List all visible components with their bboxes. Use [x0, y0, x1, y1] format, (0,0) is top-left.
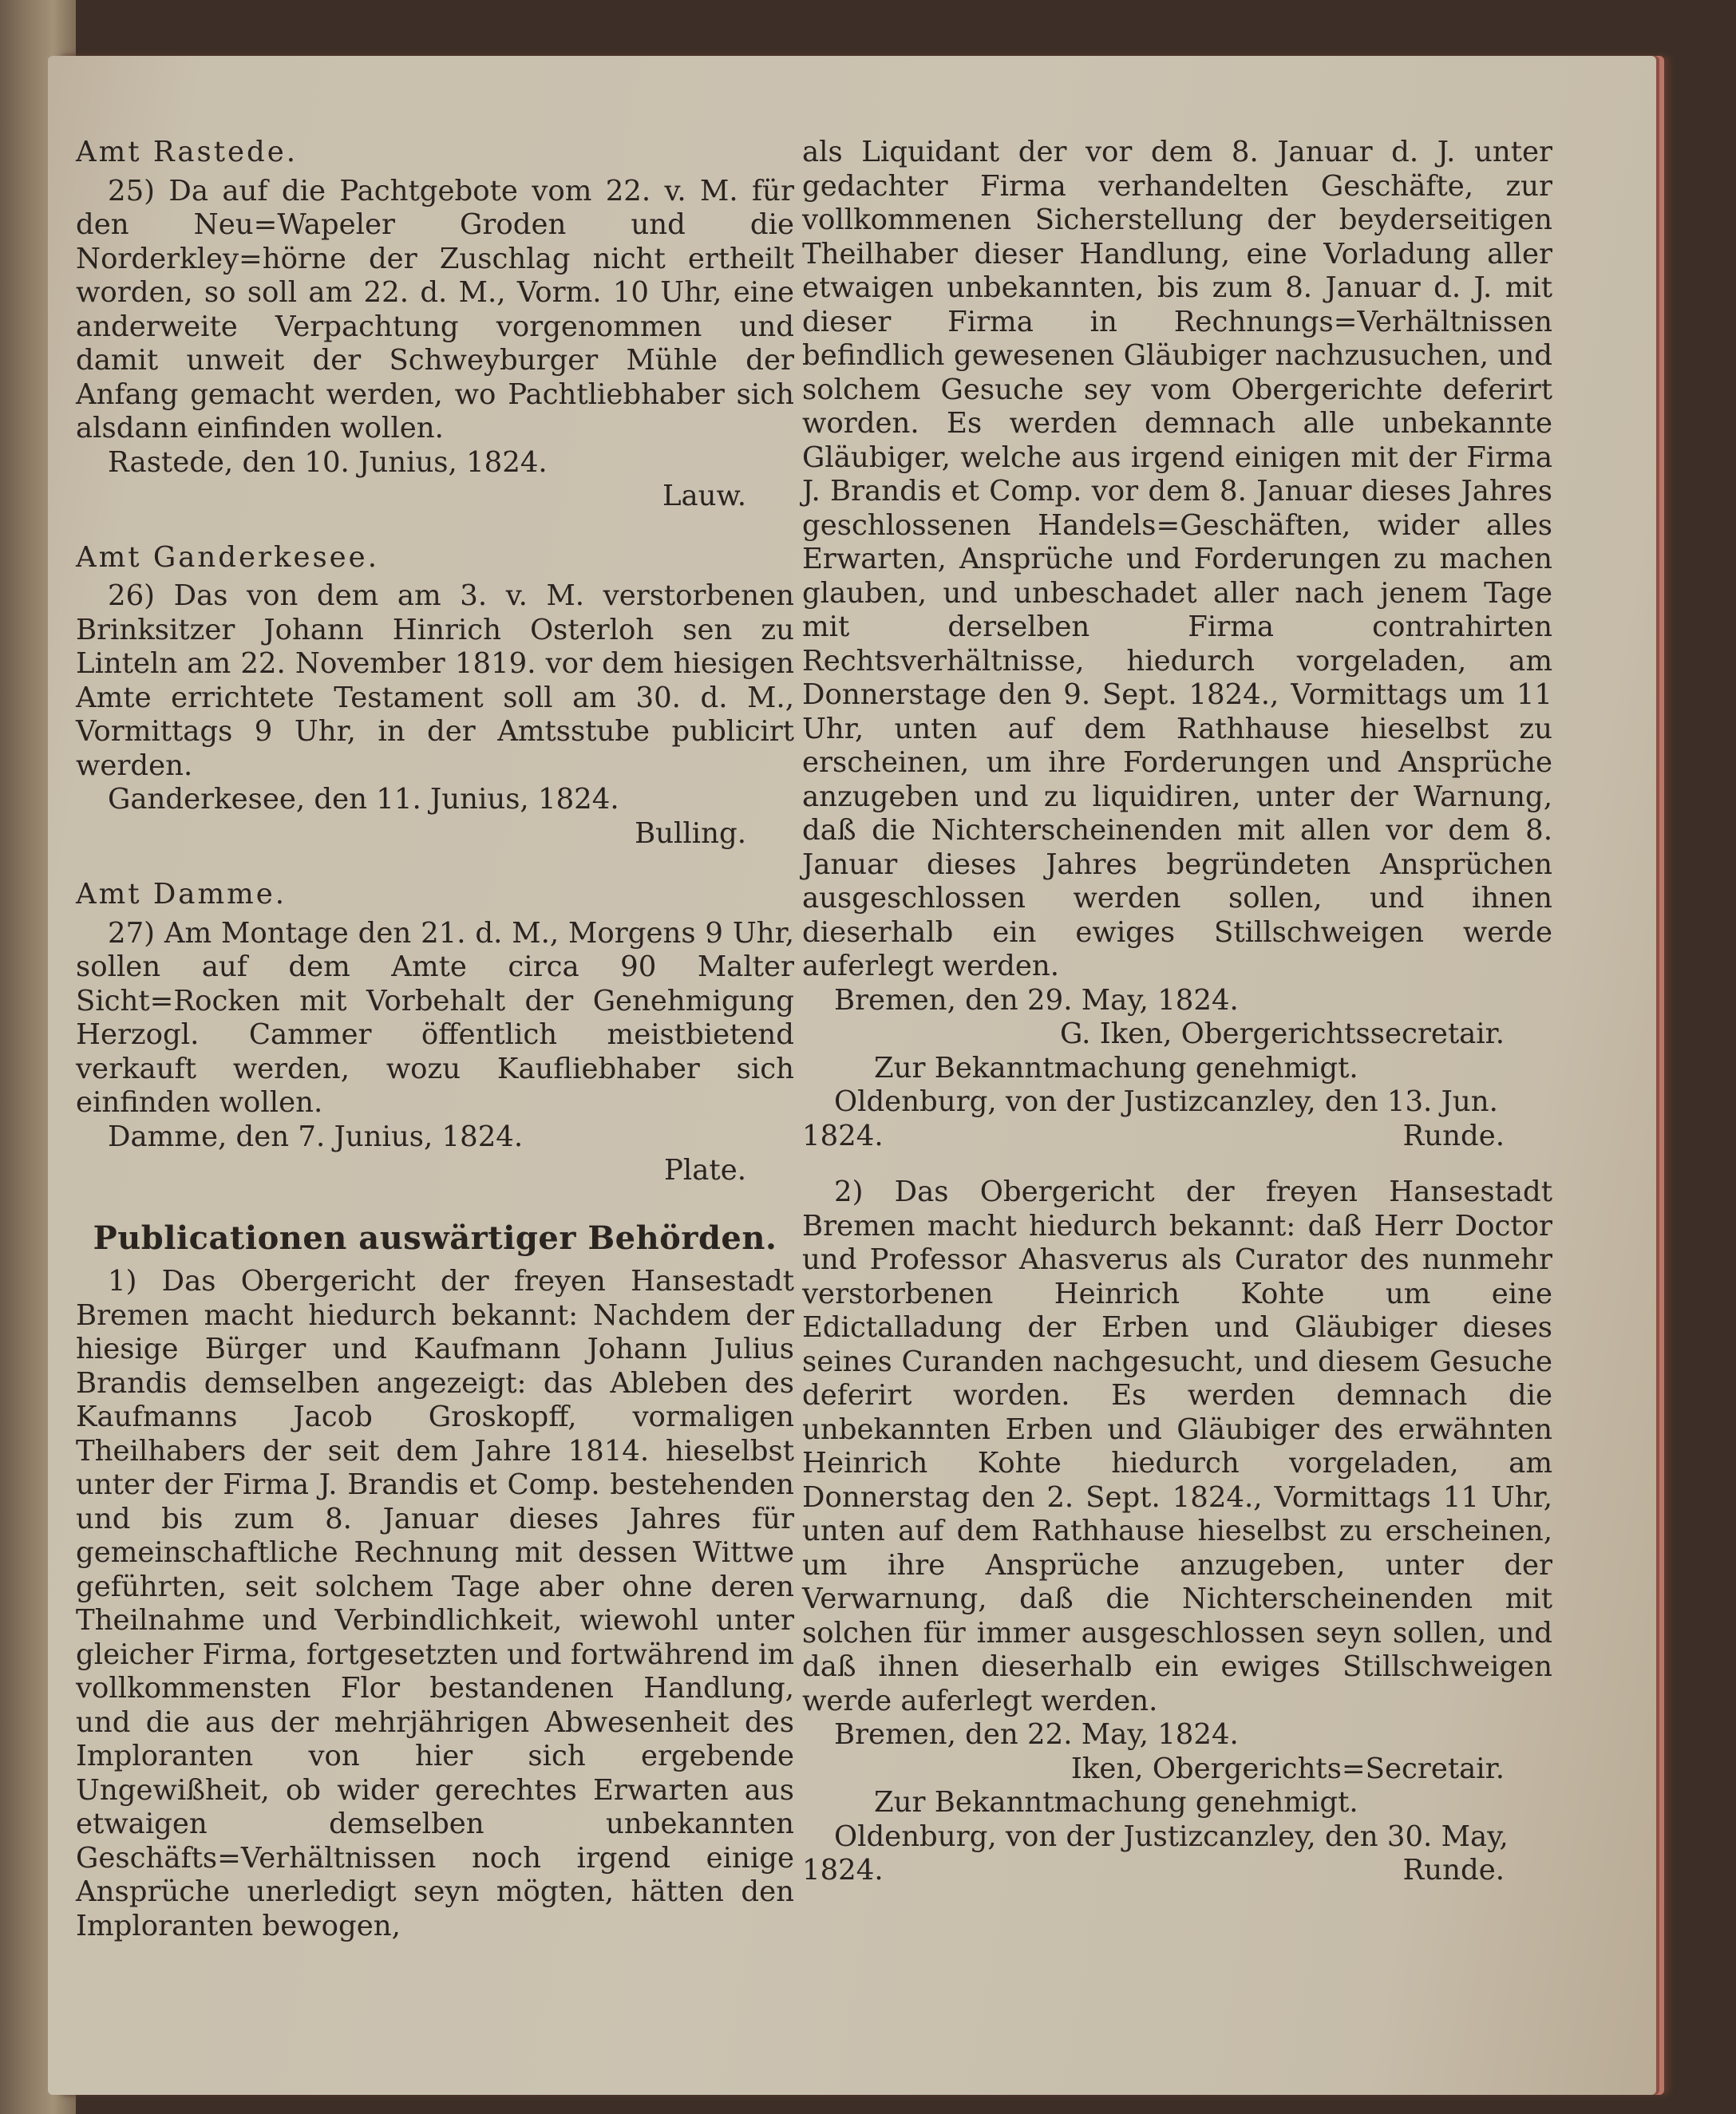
section-title-publicationen: Publicationen auswärtiger Behörden. — [93, 1219, 777, 1257]
notice-1-approval-signature: Runde. — [1402, 1119, 1505, 1152]
notice-27-body: 27) Am Montage den 21. d. M., Morgens 9 Uhr, sollen auf dem Amte circa 90 Malter Sicht=Rocken mit Vorbehalt der Genehmigung Herzogl. Cammer öffentlich meistbietend verkauft werden, wozu Kaufliebhaber sich einfinden wollen. — [76, 916, 794, 1119]
notice-2-approval: Zur Bekanntmachung genehmigt. — [874, 1786, 1358, 1819]
notice-1-body-start: 1) Das Obergericht der freyen Hansestadt Bremen macht hiedurch bekannt: Nachdem der hiesige Bürger und Kaufmann Johann Julius Brandis demselben angezeigt: das Ableben des Kaufmanns Jacob Groskopff, vormaligen Theilhabers der seit dem Jahre 1814. hieselbst unter der Firma J. Brandis et Comp. bestehenden und bis zum 8. Januar dieses Jahres für gemeinschaftliche Rechnung mit dessen Wittwe geführten, seit solchem Tage aber ohne deren Theilnahme und Verbindlichkeit, wiewohl unter gleicher Firma, fortgesetzten und fortwährend im vollkommensten Flor bestandenen Handlung, und die aus der mehrjährigen Abwesenheit des Imploranten von hier sich ergebende Ungewißheit, ob wider gerechtes Erwarten aus etwaigen demselben unbekannten Geschäfts=Verhältnissen noch irgend einige Ansprüche unerledigt seyn mögten, hätten den Imploranten bewogen, — [76, 1265, 794, 1942]
notice-2-body: 2) Das Obergericht der freyen Hansestadt Bremen macht hiedurch bekannt: daß Herr Doctor und Professor Ahasverus als Curator des nunmehr verstorbenen Heinrich Kohte um eine Edictalladung der Erben und Gläubiger dieses seines Curanden nachgesucht, und diesem Gesuche deferirt worden. Es werden demnach die unbekannten Erben und Gläubiger des erwähnten Heinrich Kohte hiedurch vorgeladen, am Donnerstag den 2. Sept. 1824., Vormittags 11 Uhr, unten auf dem Rathhause hieselbst zu erscheinen, um ihre Ansprüche anzugeben, unter der Verwarnung, daß die Nichterscheinenden mit solchen für immer ausgeschlossen seyn sollen, und daß ihnen dieserhalb ein ewiges Stillschweigen werde auferlegt werden. — [802, 1176, 1552, 1717]
notice-1-body-continued: als Liquidant der vor dem 8. Januar d. J. unter gedachter Firma verhandelten Geschäfte, zur vollkommenen Sicherstellung der beyderseitigen Theilhaber dieser Handlung, eine Vorladung aller etwaigen unbekannten, bis zum 8. Januar d. J. mit dieser Firma in Rechnungs=Verhältnissen befindlich gewesenen Gläubiger nachzusuchen, und solchem Gesuche sey vom Obergerichte deferirt worden. Es werden demnach alle unbekannte Gläubiger, welche aus irgend einigen mit der Firma J. Brandis et Comp. vor dem 8. Januar dieses Jahres geschlossenen Handels=Geschäften, wider alles Erwarten, Ansprüche und Forderungen zu machen glauben, und unbeschadet aller nach jenem Tage mit derselben Firma contrahirten Rechtsverhältnisse, hiedurch vorgeladen, am Donnerstage den 9. Sept. 1824., Vormittags um 11 Uhr, unten auf dem Rathhause hieselbst zu erscheinen, um ihre Forderungen und Ansprüche anzugeben und zu liquidiren, unter der Warnung, daß die Nichterscheinenden mit allen vor dem 8. Januar dieses Jahres begründeten Ansprüchen ausgeschlossen werden sollen, und ihnen dieserhalb ein ewiges Stillschweigen werde auferlegt werden. — [802, 136, 1552, 982]
notice-2-approval-footer — [802, 1854, 1552, 1888]
notice-1-approval-footer — [802, 1120, 1552, 1154]
notice-2-approval-signature: Runde. — [1402, 1854, 1505, 1887]
notice-2-approval-place: Oldenburg, von der Justizcanzley, den 30. May, — [834, 1820, 1509, 1853]
section-header-amt-rastede: Amt Rastede. — [76, 136, 299, 168]
notice-26-signature: Bulling. — [635, 816, 746, 850]
notice-26-dateline: Ganderkesee, den 11. Junius, 1824. — [108, 783, 619, 816]
notice-2-year: 1824. — [802, 1854, 884, 1887]
left-column — [76, 136, 794, 1943]
section-header-amt-damme: Amt Damme. — [76, 878, 287, 911]
notice-1-approval: Zur Bekanntmachung genehmigt. — [874, 1051, 1358, 1085]
notice-1-approval-place: Oldenburg, von der Justizcanzley, den 13. Jun. — [834, 1085, 1498, 1118]
notice-1-signature: G. Iken, Obergerichtssecretair. — [1060, 1017, 1505, 1050]
notice-1-dateline: Bremen, den 29. May, 1824. — [834, 983, 1239, 1017]
notice-1-year: 1824. — [802, 1119, 884, 1152]
notice-26-body: 26) Das von dem am 3. v. M. verstorbenen Brinksitzer Johann Hinrich Osterloh sen zu Linteln am 22. November 1819. vor dem hiesigen Amte errichtete Testament soll am 30. d. M., Vormittags 9 Uhr, in der Amtsstube publicirt werden. — [76, 579, 794, 782]
notice-27-dateline: Damme, den 7. Junius, 1824. — [108, 1120, 524, 1153]
document-page — [48, 56, 1656, 2095]
spacer — [802, 1153, 1552, 1176]
notice-2-dateline: Bremen, den 22. May, 1824. — [834, 1718, 1239, 1751]
notice-25-body: 25) Da auf die Pachtgebote vom 22. v. M. für den Neu=Wapeler Groden und die Norderkley=hörne der Zuschlag nicht ertheilt worden, so soll am 22. d. M., Vorm. 10 Uhr, eine anderweite Verpachtung vorgenommen und damit unweit der Schweyburger Mühle der Anfang gemacht werden, wo Pachtliebhaber sich alsdann einfinden wollen. — [76, 174, 794, 445]
notice-2-signature: Iken, Obergerichts=Secretair. — [1070, 1752, 1505, 1785]
notice-25-signature: Lauw. — [662, 480, 746, 512]
right-column — [802, 136, 1552, 1888]
notice-25-dateline: Rastede, den 10. Junius, 1824. — [108, 445, 548, 479]
section-header-amt-ganderkesee: Amt Ganderkesee. — [76, 540, 379, 574]
notice-27-signature: Plate. — [664, 1154, 746, 1187]
